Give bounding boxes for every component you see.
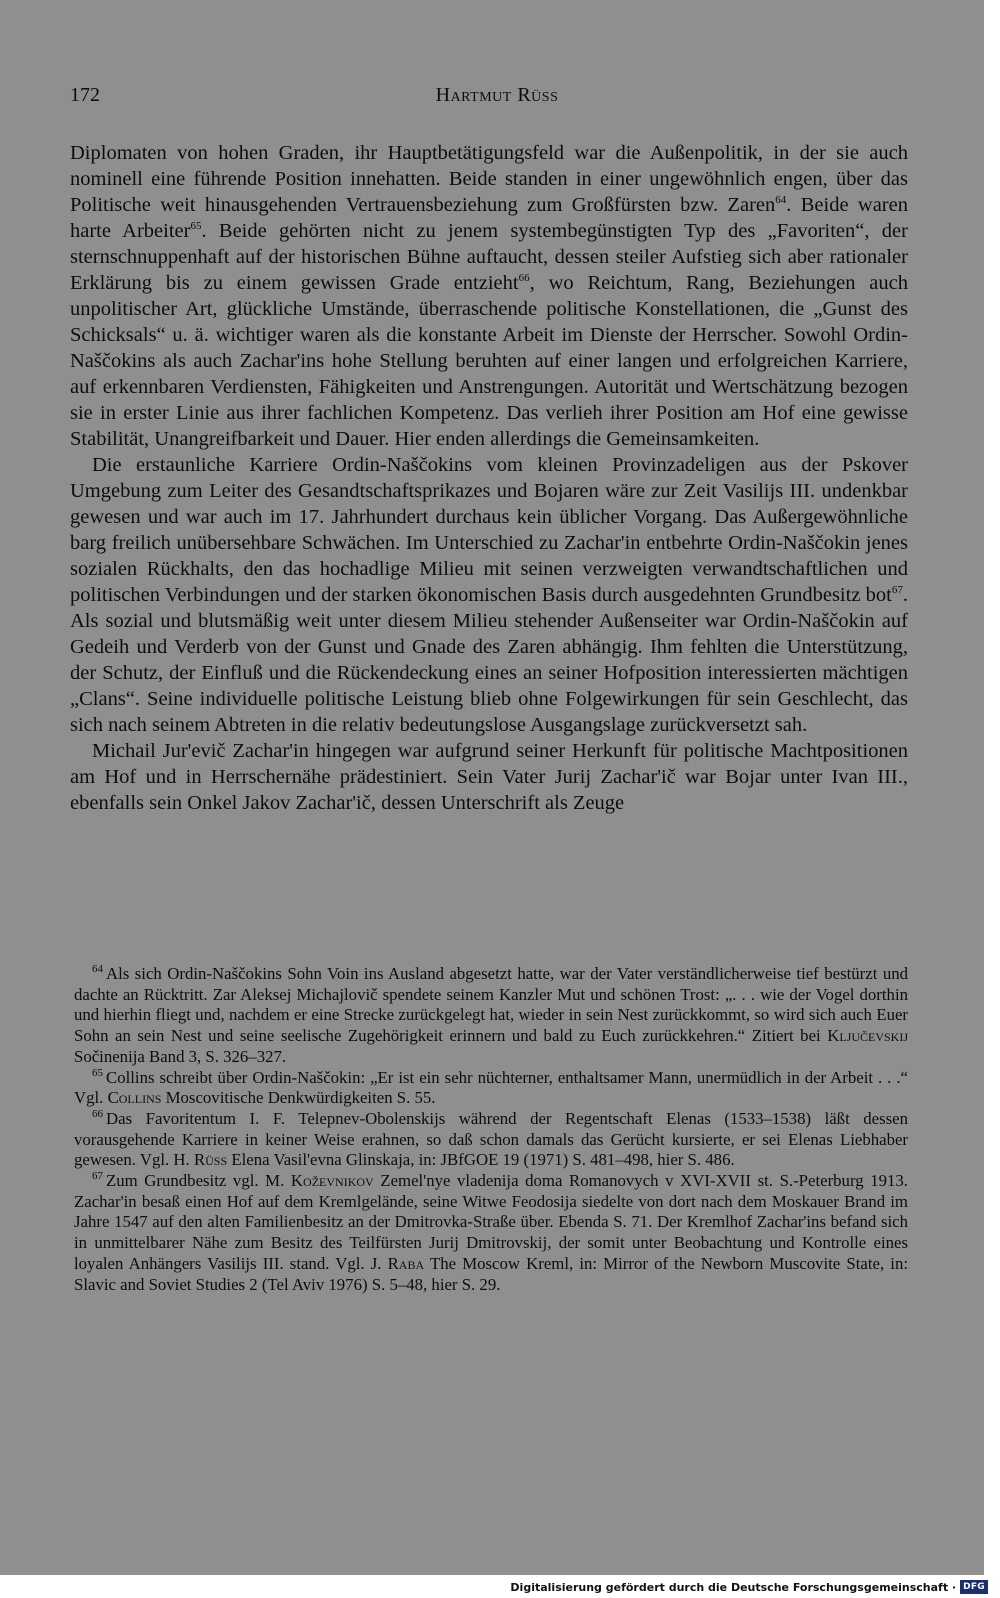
footnotes [74, 964, 908, 1295]
footnote-ref-66[interactable]: 66 [518, 272, 530, 285]
footnote-66: $^{66}$ Das Favoritentum I. F. Telepnev-Obolenskijs während der Regentschaft Elenas (1533–1538) läßt dessen vorausgehende Karriere in keiner Weise erahnen, so daß schon damals das Gerücht kursierte, er sei Elenas Liebhaber gewesen. Vgl. H. Rüss Elena Vasil'evna Glinskaja, in: JBfGOE 19 (1971) S. 481–498, hier S. 486. [74, 1108, 908, 1170]
footnote-64: $^{64}$ Als sich Ordin-Naščokins Sohn Voin ins Ausland abgesetzt hatte, war der Vater verständlicherweise tief bestürzt und dachte an Rücktritt. Zar Aleksej Michajlovič spendete seinem Kanzler Mut und schönen Trost: „. . . wie der Vogel dorthin und hierhin fliegt und, nachdem er eine Strecke zurückgelegt hat, wieder in sein Nest zurückkommt, so wird sich auch Euer Sohn an sein Nest und seine seelische Zugehörigkeit erinnern und bald zu Euch zurückkehren.“ Zitiert bei Ključevskij Sočinenija Band 3, S. 326–327. [74, 963, 908, 1066]
footnote-ref-65[interactable]: 65 [190, 220, 202, 233]
footnote-ref-67[interactable]: 67 [891, 584, 903, 597]
page-number: 172 [70, 84, 100, 106]
footnote-65: $^{65}$ Collins schreibt über Ordin-Naščokin: „Er ist ein sehr nüchterner, enthaltsamer Mann, unermüdlich in der Arbeit . . .“ Vgl. Collins Moscovitische Denkwürdigkeiten S. 55. [74, 1066, 908, 1108]
footer-text: Digitalisierung gefördert durch die Deutsche Forschungsgemeinschaft · [510, 1580, 957, 1594]
running-head [70, 84, 924, 112]
footnote-number: 65 [92, 1066, 103, 1079]
footnote-ref-64[interactable]: 64 [775, 194, 787, 207]
running-head-author: Hartmut Rüss [435, 84, 559, 106]
main-text [70, 140, 908, 816]
paragraph-1: Diplomaten von hohen Graden, ihr Hauptbetätigungsfeld war die Außenpolitik, in der sie auch nominell eine führende Position innehatten. Beide standen in einer ungewöhnlich engen, über das Politische weit hinausgehenden Vertrauensbeziehung zum Großfürsten bzw. Zaren$^{64}$. Beide waren harte Arbeiter$^{65}$. Beide gehörten nicht zu jenem systembegünstigten Typ des „Favoriten“, der sternschnuppenhaft auf der historischen Bühne auftaucht, dessen steiler Aufstieg sich aber rationaler Erklärung bis zu einem gewissen Grade entzieht$^{66}$, wo Reichtum, Rang, Beziehungen auch unpolitischer Art, glückliche Umstände, überraschende politische Konstellationen, die „Gunst des Schicksals“ u. ä. wichtiger waren als die konstante Arbeit im Dienste der Herrscher. Sowohl Ordin-Naščokins als auch Zachar'ins hohe Stellung beruhten auf einer langen und erfolgreichen Karriere, auf erkennbaren Verdiensten, Fähigkeiten und Anstrengungen. Autorität und Wertschätzung bezogen sie in erster Linie aus ihrer fachlichen Kompetenz. Das verlieh ihrer Position am Hof eine gewisse Stabilität, Unangreifbarkeit und Dauer. Hier enden allerdings die Gemeinsamkeiten. [70, 142, 908, 450]
paragraph-3: Michail Jur'evič Zachar'in hingegen war aufgrund seiner Herkunft für politische Machtpositionen am Hof und in Herrschernähe prädestiniert. Sein Vater Jurij Zachar'ič war Bojar unter Ivan III., ebenfalls sein Onkel Jakov Zachar'ič, dessen Unterschrift als Zeuge [70, 740, 908, 814]
dfg-logo: DFG [960, 1580, 988, 1594]
footnote-number: 66 [92, 1108, 103, 1121]
footnote-number: 67 [92, 1170, 103, 1183]
footnote-number: 64 [92, 963, 103, 976]
paragraph-2: Die erstaunliche Karriere Ordin-Naščokins vom kleinen Provinzadeligen aus der Pskover Umgebung zum Leiter des Gesandtschaftsprikazes und Bojaren wäre zur Zeit Vasilijs III. undenkbar gewesen und war auch im 17. Jahrhundert durchaus kein üblicher Vorgang. Das Außergewöhnliche barg freilich unübersehbare Schwächen. Im Unterschied zu Zachar'in entbehrte Ordin-Naščokin jenes sozialen Rückhalts, den das hochadlige Milieu mit seinen verzweigten verwandtschaftlichen und politischen Verbindungen und der starken ökonomischen Basis durch ausgedehnten Grundbesitz bot$^{67}$. Als sozial und blutsmäßig weit unter diesem Milieu stehender Außenseiter war Ordin-Naščokin auf Gedeih und Verderb von der Gunst und Gnade des Zaren abhängig. Ihm fehlten die Unterstützung, der Schutz, der Einfluß und die Rückendeckung eines an seiner Hofposition interessierten mächtigen „Clans“. Seine individuelle politische Leistung blieb ohne Folgewirkungen für sein Geschlecht, das sich nach seinem Abtreten in die relativ bedeutungslose Ausgangslage zurückversetzt sah. [70, 454, 908, 736]
digitization-footer [510, 1578, 988, 1596]
footnote-67: $^{67}$ Zum Grundbesitz vgl. M. Koževnikov Zemel'nye vladenija doma Romanovych v XVI-XVII st. S.-Peterburg 1913. Zachar'in besaß einen Hof auf dem Kremlgelände, seine Witwe Feodosija siedelte von dort nach dem Moskauer Brand im Jahre 1547 auf den alten Familienbesitz an der Dmitrovka-Straße über. Ebenda S. 71. Der Kremlhof Zachar'ins befand sich in unmittelbarer Nähe zum Besitz des Teilfürsten Jurij Dmitrovskij, der somit unter Beobachtung und Kontrolle eines loyalen Anhängers Vasilijs III. stand. Vgl. J. Raba The Moscow Kreml, in: Mirror of the Newborn Muscovite State, in: Slavic and Soviet Studies 2 (Tel Aviv 1976) S. 5–48, hier S. 29. [74, 1170, 908, 1294]
